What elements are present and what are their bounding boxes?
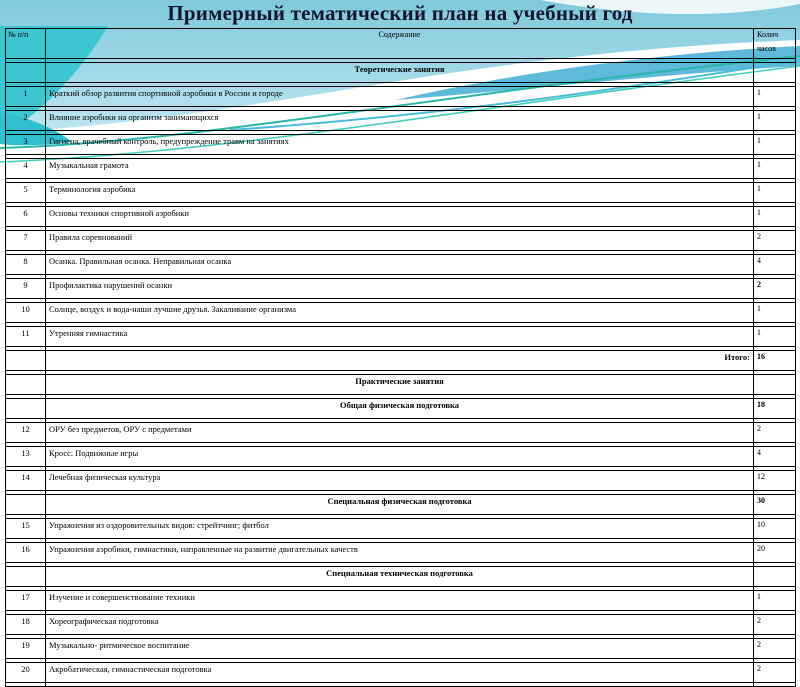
plan-table [5, 28, 796, 687]
content-cell: Упражнения аэробики, гимнастики, направленные на развитие двигательных качеств [46, 543, 754, 563]
content-cell: Профилактика нарушений осанки [46, 279, 754, 299]
hours-cell: 1 [754, 303, 796, 323]
row-number-cell: 1 [6, 87, 46, 107]
spacer-cell [46, 683, 754, 687]
row-number-cell: 10 [6, 303, 46, 323]
table-row [6, 135, 796, 155]
row-number-cell: 20 [6, 663, 46, 683]
hours-cell: 2 [754, 663, 796, 683]
row-number-cell [6, 375, 46, 395]
content-cell: Специальная физическая подготовка [46, 495, 754, 515]
table-row [6, 543, 796, 563]
hours-cell: 30 [754, 495, 796, 515]
hours-cell: 1 [754, 327, 796, 347]
table-row [6, 183, 796, 203]
column-header-hours-line1: Колич [757, 30, 779, 39]
row-number-cell [6, 567, 46, 587]
page-title: Примерный тематический план на учебный год [167, 1, 633, 25]
hours-cell: 1 [754, 207, 796, 227]
hours-cell: 1 [754, 591, 796, 611]
row-number-cell: 14 [6, 471, 46, 491]
row-number-cell: 3 [6, 135, 46, 155]
hours-cell: 1 [754, 135, 796, 155]
content-cell: Изучение и совершенствование техники [46, 591, 754, 611]
hours-cell: 10 [754, 519, 796, 539]
content-cell: Терминология аэробика [46, 183, 754, 203]
hours-cell [754, 567, 796, 587]
content-cell: Лечебная физическая культура [46, 471, 754, 491]
table-row [6, 591, 796, 611]
row-number-cell: 16 [6, 543, 46, 563]
content-cell: Кросс. Подвижные игры [46, 447, 754, 467]
row-number-cell: 11 [6, 327, 46, 347]
content-cell: Утренняя гимнастика [46, 327, 754, 347]
content-cell: Основы техники спортивной аэробики [46, 207, 754, 227]
table-row [6, 207, 796, 227]
table-row [6, 615, 796, 635]
content-cell: Правила соревнований [46, 231, 754, 251]
content-cell: ОРУ без предметов, ОРУ с предметами [46, 423, 754, 443]
table-row [6, 471, 796, 491]
content-cell: Осанка. Правильная осанка. Неправильная осанка [46, 255, 754, 275]
section-row [6, 63, 796, 83]
content-cell: Специальная техническая подготовка [46, 567, 754, 587]
hours-cell: 2 [754, 231, 796, 251]
column-header-num: № п/п [6, 29, 46, 59]
hours-cell: 2 [754, 423, 796, 443]
row-number-cell [6, 399, 46, 419]
row-number-cell: 13 [6, 447, 46, 467]
table-row [6, 279, 796, 299]
row-number-cell: 7 [6, 231, 46, 251]
column-header-hours-line2: часов [757, 43, 776, 53]
column-header-hours [754, 29, 796, 59]
spacer-cell [754, 683, 796, 687]
table-row [6, 159, 796, 179]
row-number-cell: 9 [6, 279, 46, 299]
row-number-cell: 4 [6, 159, 46, 179]
hours-cell [754, 63, 796, 83]
row-spacer [6, 683, 796, 687]
column-header-content: Содержание [46, 29, 754, 59]
row-number-cell: 6 [6, 207, 46, 227]
hours-cell: 18 [754, 399, 796, 419]
table-row [6, 303, 796, 323]
hours-cell: 2 [754, 639, 796, 659]
hours-cell: 1 [754, 159, 796, 179]
content-cell: Влияние аэробики на организм занимающихся [46, 111, 754, 131]
content-cell: Общая физическая подготовка [46, 399, 754, 419]
hours-cell: 4 [754, 447, 796, 467]
hours-cell: 4 [754, 255, 796, 275]
table-row [6, 447, 796, 467]
row-number-cell: 2 [6, 111, 46, 131]
table-row [6, 87, 796, 107]
plan-table-body [6, 29, 796, 687]
table-row [6, 519, 796, 539]
hours-cell: 1 [754, 183, 796, 203]
content-cell: Гигиена, врачебный контроль, предупреждение травм на занятиях [46, 135, 754, 155]
row-number-cell [6, 495, 46, 515]
total-row [6, 351, 796, 371]
table-row [6, 423, 796, 443]
content-cell: Теоретические занятия [46, 63, 754, 83]
section-row [6, 399, 796, 419]
hours-cell: 1 [754, 111, 796, 131]
row-number-cell [6, 351, 46, 371]
section-row [6, 567, 796, 587]
hours-cell: 12 [754, 471, 796, 491]
content-cell: Хореографическая подготовка [46, 615, 754, 635]
row-number-cell: 5 [6, 183, 46, 203]
hours-cell: 2 [754, 615, 796, 635]
row-number-cell: 12 [6, 423, 46, 443]
row-number-cell [6, 63, 46, 83]
content-cell: Акробатическая, гимнастическая подготовка [46, 663, 754, 683]
table-row [6, 231, 796, 251]
table-row [6, 327, 796, 347]
hours-cell: 2 [754, 279, 796, 299]
content-cell: Солнце, воздух и вода-наши лучшие друзья. Закаливание организма [46, 303, 754, 323]
hours-cell [754, 375, 796, 395]
table-row [6, 663, 796, 683]
section-row [6, 375, 796, 395]
spacer-cell [6, 683, 46, 687]
table-row [6, 111, 796, 131]
content-cell: Итого: [46, 351, 754, 371]
table-row [6, 255, 796, 275]
hours-cell: 20 [754, 543, 796, 563]
content-cell: Музыкально- ритмическое воспитание [46, 639, 754, 659]
table-header-row [6, 29, 796, 59]
hours-cell: 1 [754, 87, 796, 107]
content-cell: Краткий обзор развития спортивной аэробики в России и городе [46, 87, 754, 107]
hours-cell: 16 [754, 351, 796, 371]
table-row [6, 639, 796, 659]
row-number-cell: 17 [6, 591, 46, 611]
section-row [6, 495, 796, 515]
row-number-cell: 15 [6, 519, 46, 539]
row-number-cell: 19 [6, 639, 46, 659]
row-number-cell: 18 [6, 615, 46, 635]
row-number-cell: 8 [6, 255, 46, 275]
content-cell: Упражнения из оздоровительных видов: стрейтчинг; фитбол [46, 519, 754, 539]
content-cell: Практические занятия [46, 375, 754, 395]
content-cell: Музыкальная грамота [46, 159, 754, 179]
